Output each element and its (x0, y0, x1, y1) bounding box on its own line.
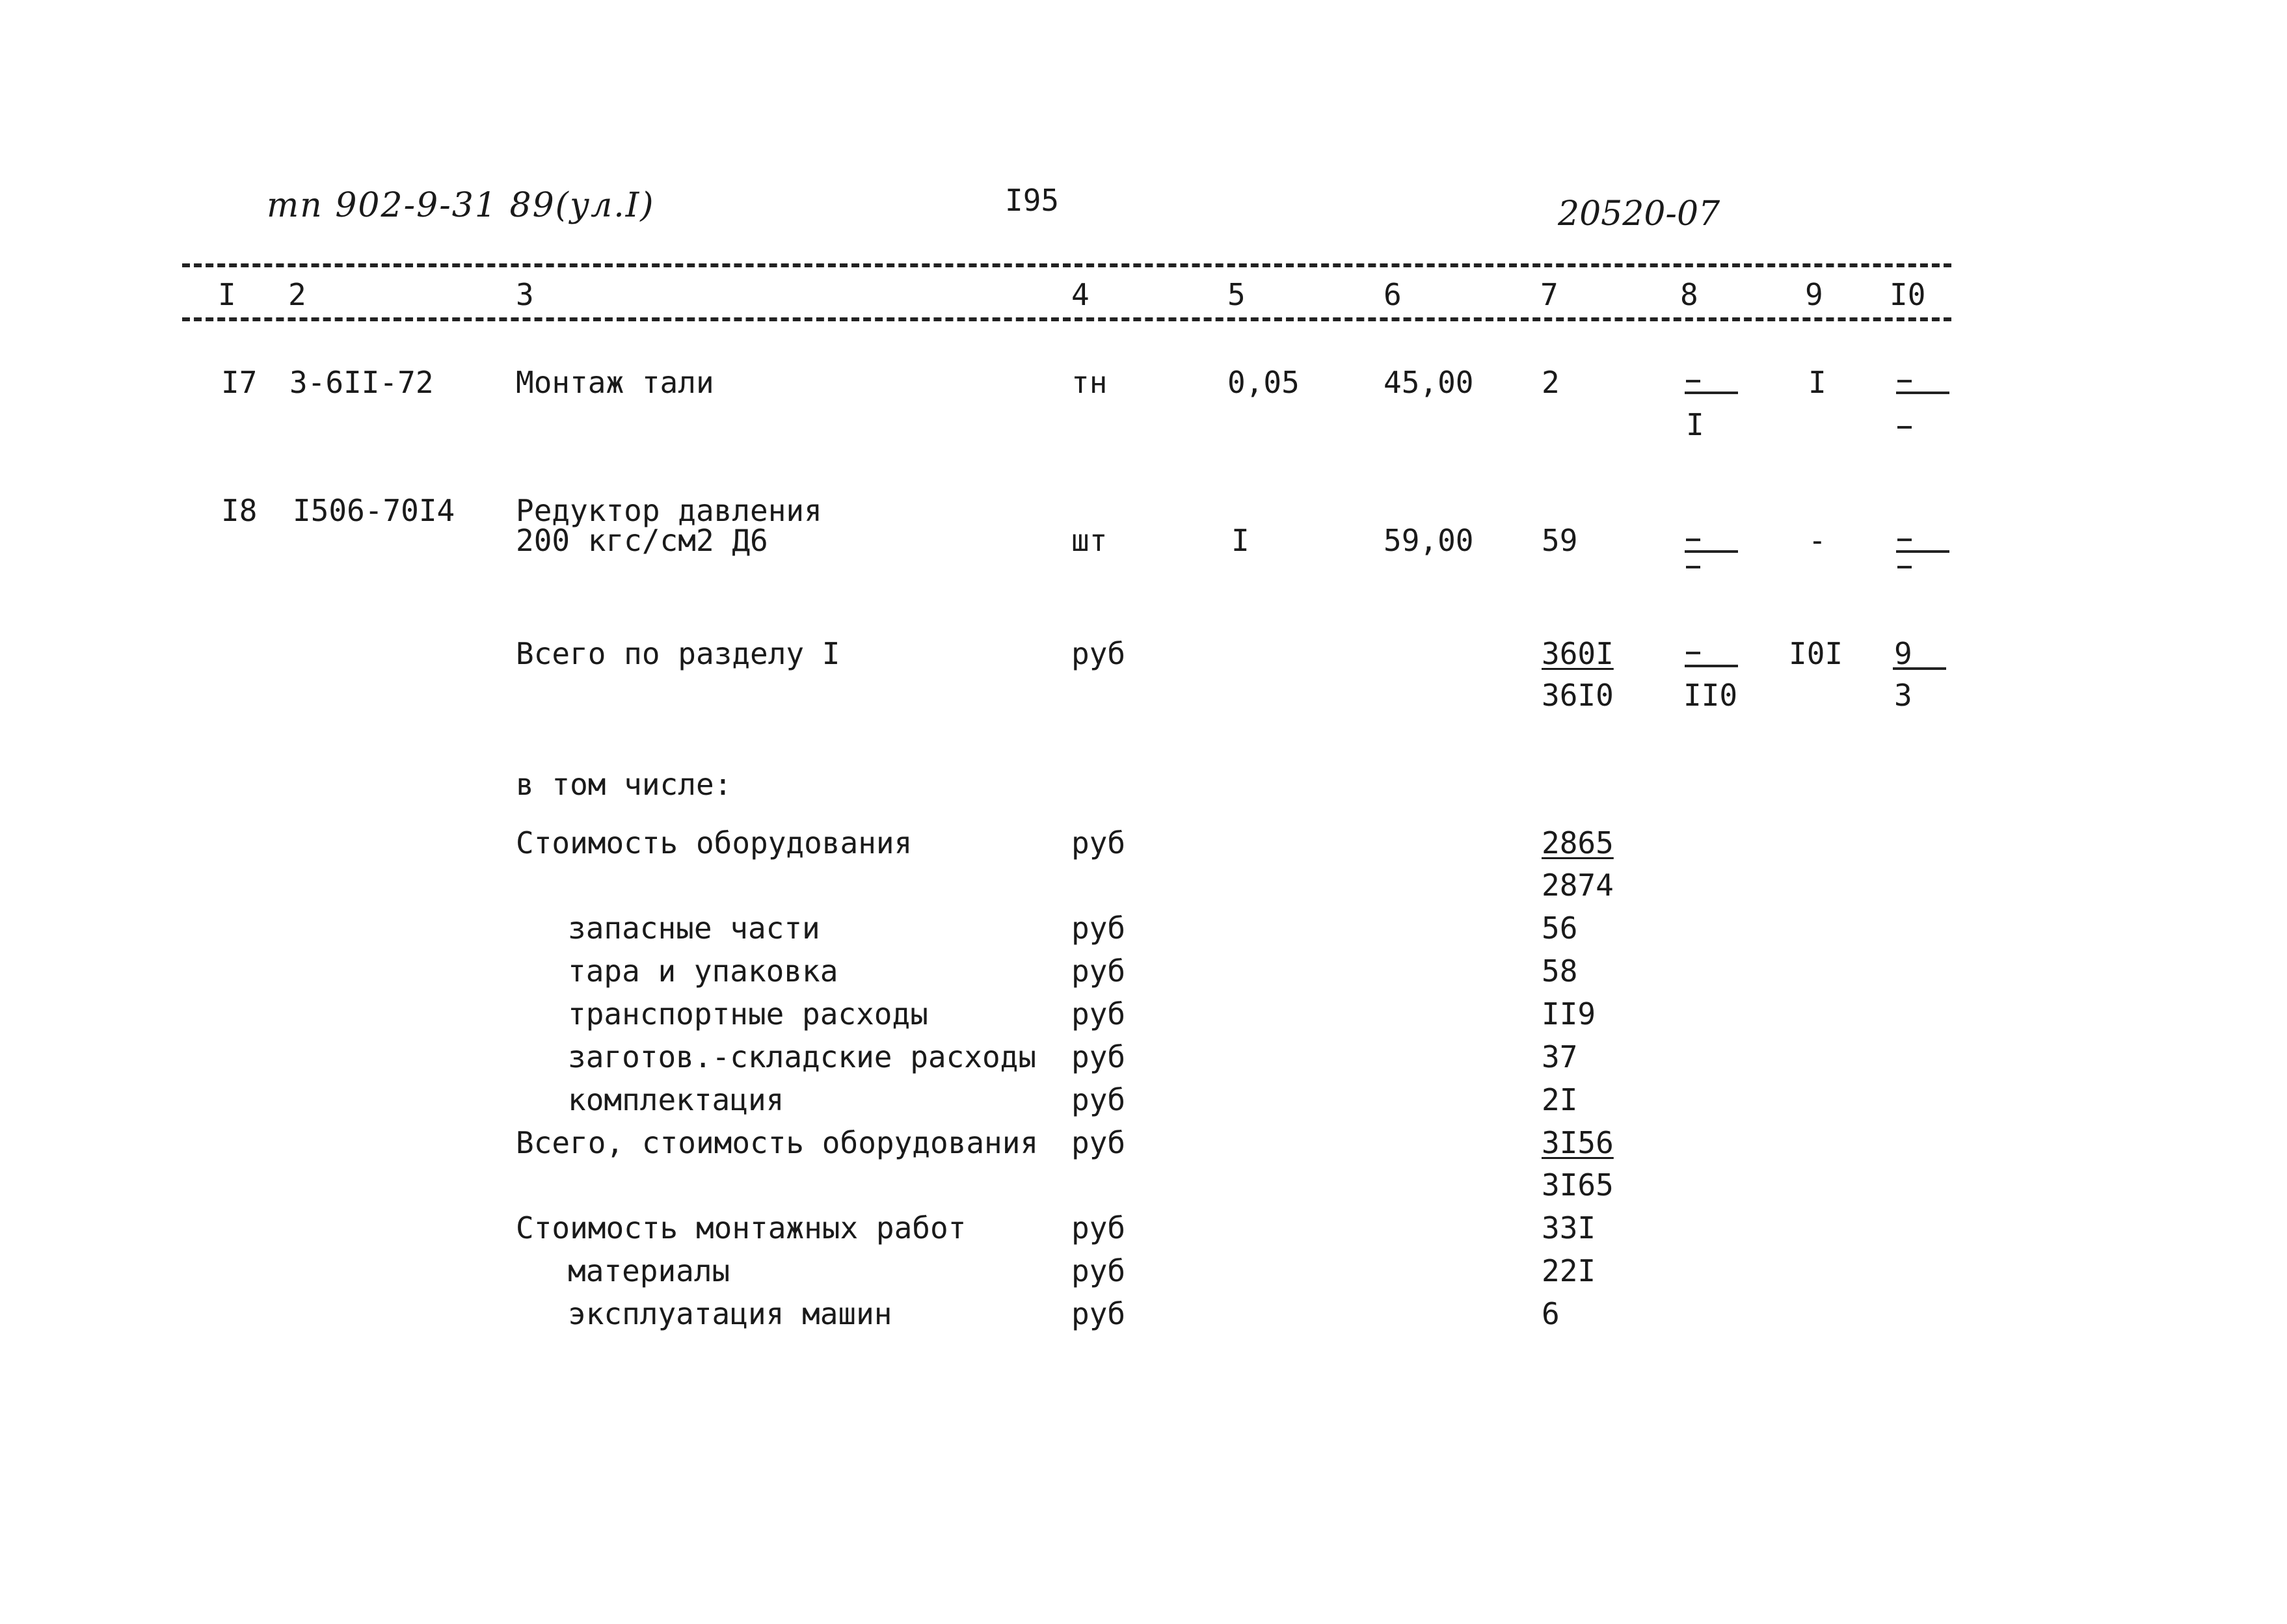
document-number: 20520-07 (1558, 194, 1720, 233)
breakdown-label: Стоимость монтажных работ (516, 1210, 967, 1245)
dash-mark (1686, 380, 1700, 382)
column-header-8: 8 (1680, 277, 1698, 312)
column-header-2: 2 (288, 277, 306, 312)
page-number: I95 (1005, 183, 1060, 218)
breakdown-value: 2I (1542, 1082, 1578, 1117)
header-bottom-rule (182, 317, 1951, 321)
row-total: 59 (1542, 523, 1578, 558)
column-header-4: 4 (1071, 277, 1090, 312)
row-name: Монтаж тали (516, 365, 714, 400)
section-total-col8-bottom: II0 (1683, 678, 1738, 713)
section-total-col7-top: 360I (1542, 636, 1614, 671)
section-total-col10-bottom: 3 (1894, 678, 1912, 713)
row-code: 3-6II-72 (289, 365, 434, 400)
section-total-col7-bottom: 36I0 (1542, 678, 1614, 713)
column-header-3: 3 (516, 277, 534, 312)
breakdown-value: 37 (1542, 1039, 1578, 1074)
fraction-line (1896, 392, 1949, 394)
row-price: 45,00 (1384, 365, 1474, 400)
dash-mark (1897, 539, 1912, 541)
column-header-10: I0 (1890, 277, 1926, 312)
row-name-line-2: 200 кгс/см2 Д6 (516, 523, 768, 558)
fraction-line (1893, 667, 1946, 670)
dash-mark (1897, 380, 1912, 382)
row-unit: тн (1071, 365, 1108, 400)
breakdown-value: II9 (1542, 996, 1596, 1032)
breakdown-label: материалы (568, 1253, 730, 1288)
breakdown-unit: руб (1071, 1210, 1126, 1245)
fraction-line (1896, 550, 1949, 553)
breakdown-value: 33I (1542, 1210, 1596, 1245)
section-total-label: Всего по разделу I (516, 636, 840, 671)
breakdown-unit: руб (1071, 1296, 1126, 1331)
column-header-7: 7 (1540, 277, 1558, 312)
breakdown-label: тара и упаковка (568, 953, 838, 989)
row-quantity: 0,05 (1227, 365, 1300, 400)
row-number: I8 (221, 493, 258, 528)
dash-mark (1686, 566, 1700, 568)
breakdown-label: Всего, стоимость оборудования (516, 1125, 1039, 1160)
row-total: 2 (1542, 365, 1560, 400)
row-col9: I (1808, 365, 1826, 400)
breakdown-value: 3I56 (1542, 1125, 1614, 1160)
fraction-line (1685, 392, 1738, 394)
column-header-5: 5 (1227, 277, 1246, 312)
breakdown-unit: руб (1071, 1082, 1126, 1117)
breakdown-value: 6 (1542, 1296, 1560, 1331)
column-header-6: 6 (1384, 277, 1402, 312)
column-header-9: 9 (1805, 277, 1823, 312)
dash-mark (1686, 539, 1700, 541)
row-unit: шт (1071, 523, 1108, 558)
section-total-col9: I0I (1789, 636, 1843, 671)
breakdown-unit: руб (1071, 911, 1126, 946)
dash-mark (1897, 426, 1912, 429)
breakdown-value: 22I (1542, 1253, 1596, 1288)
breakdown-unit: руб (1071, 1039, 1126, 1074)
row-number: I7 (221, 365, 258, 400)
breakdown-value-2: 2874 (1542, 868, 1614, 903)
document-code: тп 902-9-31 89(ул.I) (267, 186, 655, 225)
row-col8-bottom: I (1686, 407, 1704, 442)
fraction-line (1685, 665, 1738, 667)
dash-mark (1686, 652, 1700, 654)
breakdown-unit: руб (1071, 953, 1126, 989)
breakdown-unit: руб (1071, 825, 1126, 860)
breakdown-unit: руб (1071, 1125, 1126, 1160)
breakdown-label: комплектация (568, 1082, 784, 1117)
header-top-rule (182, 263, 1951, 267)
including-label: в том числе: (516, 767, 732, 802)
breakdown-unit: руб (1071, 996, 1126, 1032)
breakdown-value: 58 (1542, 953, 1578, 989)
section-total-col10-top: 9 (1894, 636, 1912, 671)
row-code: I506-70I4 (293, 493, 455, 528)
breakdown-unit: руб (1071, 1253, 1126, 1288)
dash-mark (1897, 566, 1912, 568)
column-header-1: I (218, 277, 236, 312)
breakdown-value: 56 (1542, 911, 1578, 946)
breakdown-label: запасные части (568, 911, 820, 946)
breakdown-label: транспортные расходы (568, 996, 928, 1032)
row-col9: - (1808, 523, 1826, 558)
section-total-unit: руб (1071, 636, 1126, 671)
row-quantity: I (1231, 523, 1250, 558)
row-price: 59,00 (1384, 523, 1474, 558)
breakdown-value-2: 3I65 (1542, 1167, 1614, 1203)
breakdown-label: Стоимость оборудования (516, 825, 913, 860)
row-name: Редуктор давления (516, 493, 822, 528)
breakdown-label: эксплуатация машин (568, 1296, 892, 1331)
breakdown-value: 2865 (1542, 825, 1614, 860)
breakdown-label: заготов.-складские расходы (568, 1039, 1037, 1074)
fraction-line (1685, 550, 1738, 553)
